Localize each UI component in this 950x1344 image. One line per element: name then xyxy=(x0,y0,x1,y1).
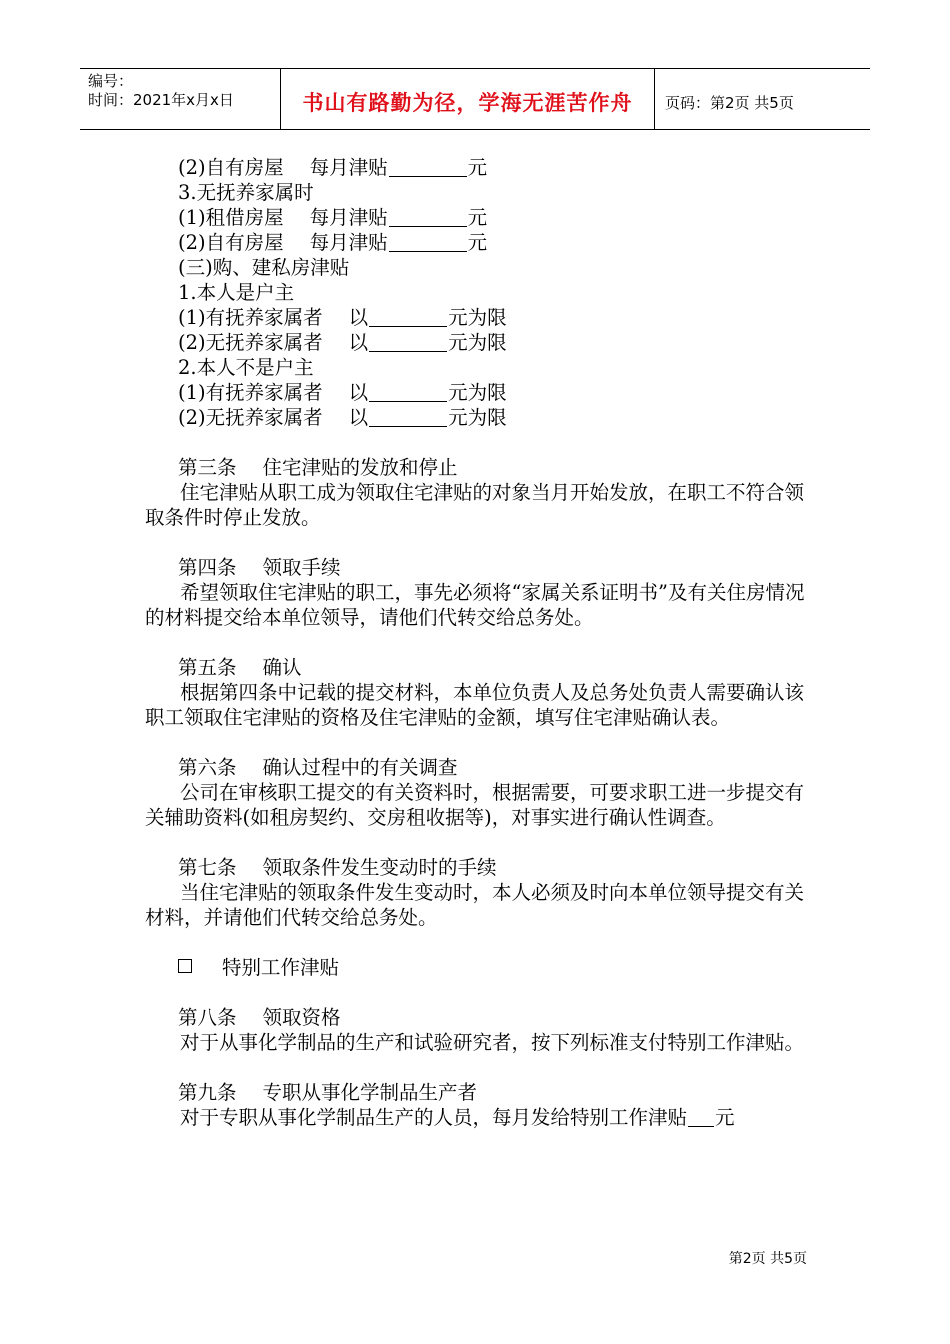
fill-blank xyxy=(389,233,467,252)
fill-blank xyxy=(389,158,467,177)
list-item: (2)无抚养家属者 以 元为限 xyxy=(178,331,507,354)
list-item: (1)有抚养家属者 以 元为限 xyxy=(178,306,507,329)
list-item: (2)自有房屋 每月津贴 元 xyxy=(178,156,488,179)
article-title: 第五条 确认 xyxy=(178,656,302,679)
page-footer: 第2页 共5页 xyxy=(728,1251,807,1267)
article-body: 公司在审核职工提交的有关资料时，根据需要，可要求职工进一步提交有关辅助资料(如租房契约、交房租收据等)，对事实进行确认性调查。 xyxy=(145,781,805,829)
article-title: 第八条 领取资格 xyxy=(178,1006,341,1029)
article-title: 第七条 领取条件发生变动时的手续 xyxy=(178,856,497,879)
list-item: (2)自有房屋 每月津贴 元 xyxy=(178,231,488,254)
header-motto: 书山有路勤为径，学海无涯苦作舟 xyxy=(281,69,655,129)
fill-blank xyxy=(369,308,447,327)
list-item: (1)租借房屋 每月津贴 元 xyxy=(178,206,488,229)
header-meta xyxy=(80,69,281,129)
article-body: 对于专职从事化学制品生产的人员，每月发给特别工作津贴 元 xyxy=(180,1106,735,1129)
fill-blank xyxy=(369,383,447,402)
list-item: (2)无抚养家属者 以 元为限 xyxy=(178,406,507,429)
article-body: 当住宅津贴的领取条件发生变动时，本人必须及时向本单位领导提交有关材料，并请他们代转交给总务处。 xyxy=(145,881,805,929)
fill-blank xyxy=(369,408,447,427)
fill-blank xyxy=(369,333,447,352)
list-item: 1.本人是户主 xyxy=(178,281,295,304)
section-title: 特别工作津贴 xyxy=(145,955,810,980)
article-title: 第三条 住宅津贴的发放和停止 xyxy=(178,456,458,479)
document-body xyxy=(145,155,810,1130)
document-number-label: 编号： xyxy=(88,72,134,90)
fill-blank xyxy=(688,1108,714,1127)
fill-blank xyxy=(389,208,467,227)
article-title: 第六条 确认过程中的有关调查 xyxy=(178,756,458,779)
list-item: (1)有抚养家属者 以 元为限 xyxy=(178,381,507,404)
list-item: 3.无抚养家属时 xyxy=(178,181,314,204)
list-item: (三)购、建私房津贴 xyxy=(178,256,350,279)
checkbox-square-icon xyxy=(178,959,192,973)
article-body: 对于从事化学制品的生产和试验研究者，按下列标准支付特别工作津贴。 xyxy=(180,1031,805,1054)
list-item: 2.本人不是户主 xyxy=(178,356,314,379)
article-title: 第四条 领取手续 xyxy=(178,556,341,579)
header-page-label: 页码：第2页 共5页 xyxy=(665,93,794,112)
article-body: 根据第四条中记载的提交材料，本单位负责人及总务处负责人需要确认该职工领取住宅津贴的资格及住宅津贴的金额，填写住宅津贴确认表。 xyxy=(145,681,805,729)
header-table xyxy=(80,68,870,130)
article-body: 住宅津贴从职工成为领取住宅津贴的对象当月开始发放，在职工不符合领取条件时停止发放。 xyxy=(145,481,805,529)
article-body: 希望领取住宅津贴的职工，事先必须将“家属关系证明书”及有关住房情况的材料提交给本单位领导，请他们代转交给总务处。 xyxy=(145,581,805,629)
article-title: 第九条 专职从事化学制品生产者 xyxy=(178,1081,478,1104)
document-time-label: 时间：2021年x月x日 xyxy=(88,91,234,109)
